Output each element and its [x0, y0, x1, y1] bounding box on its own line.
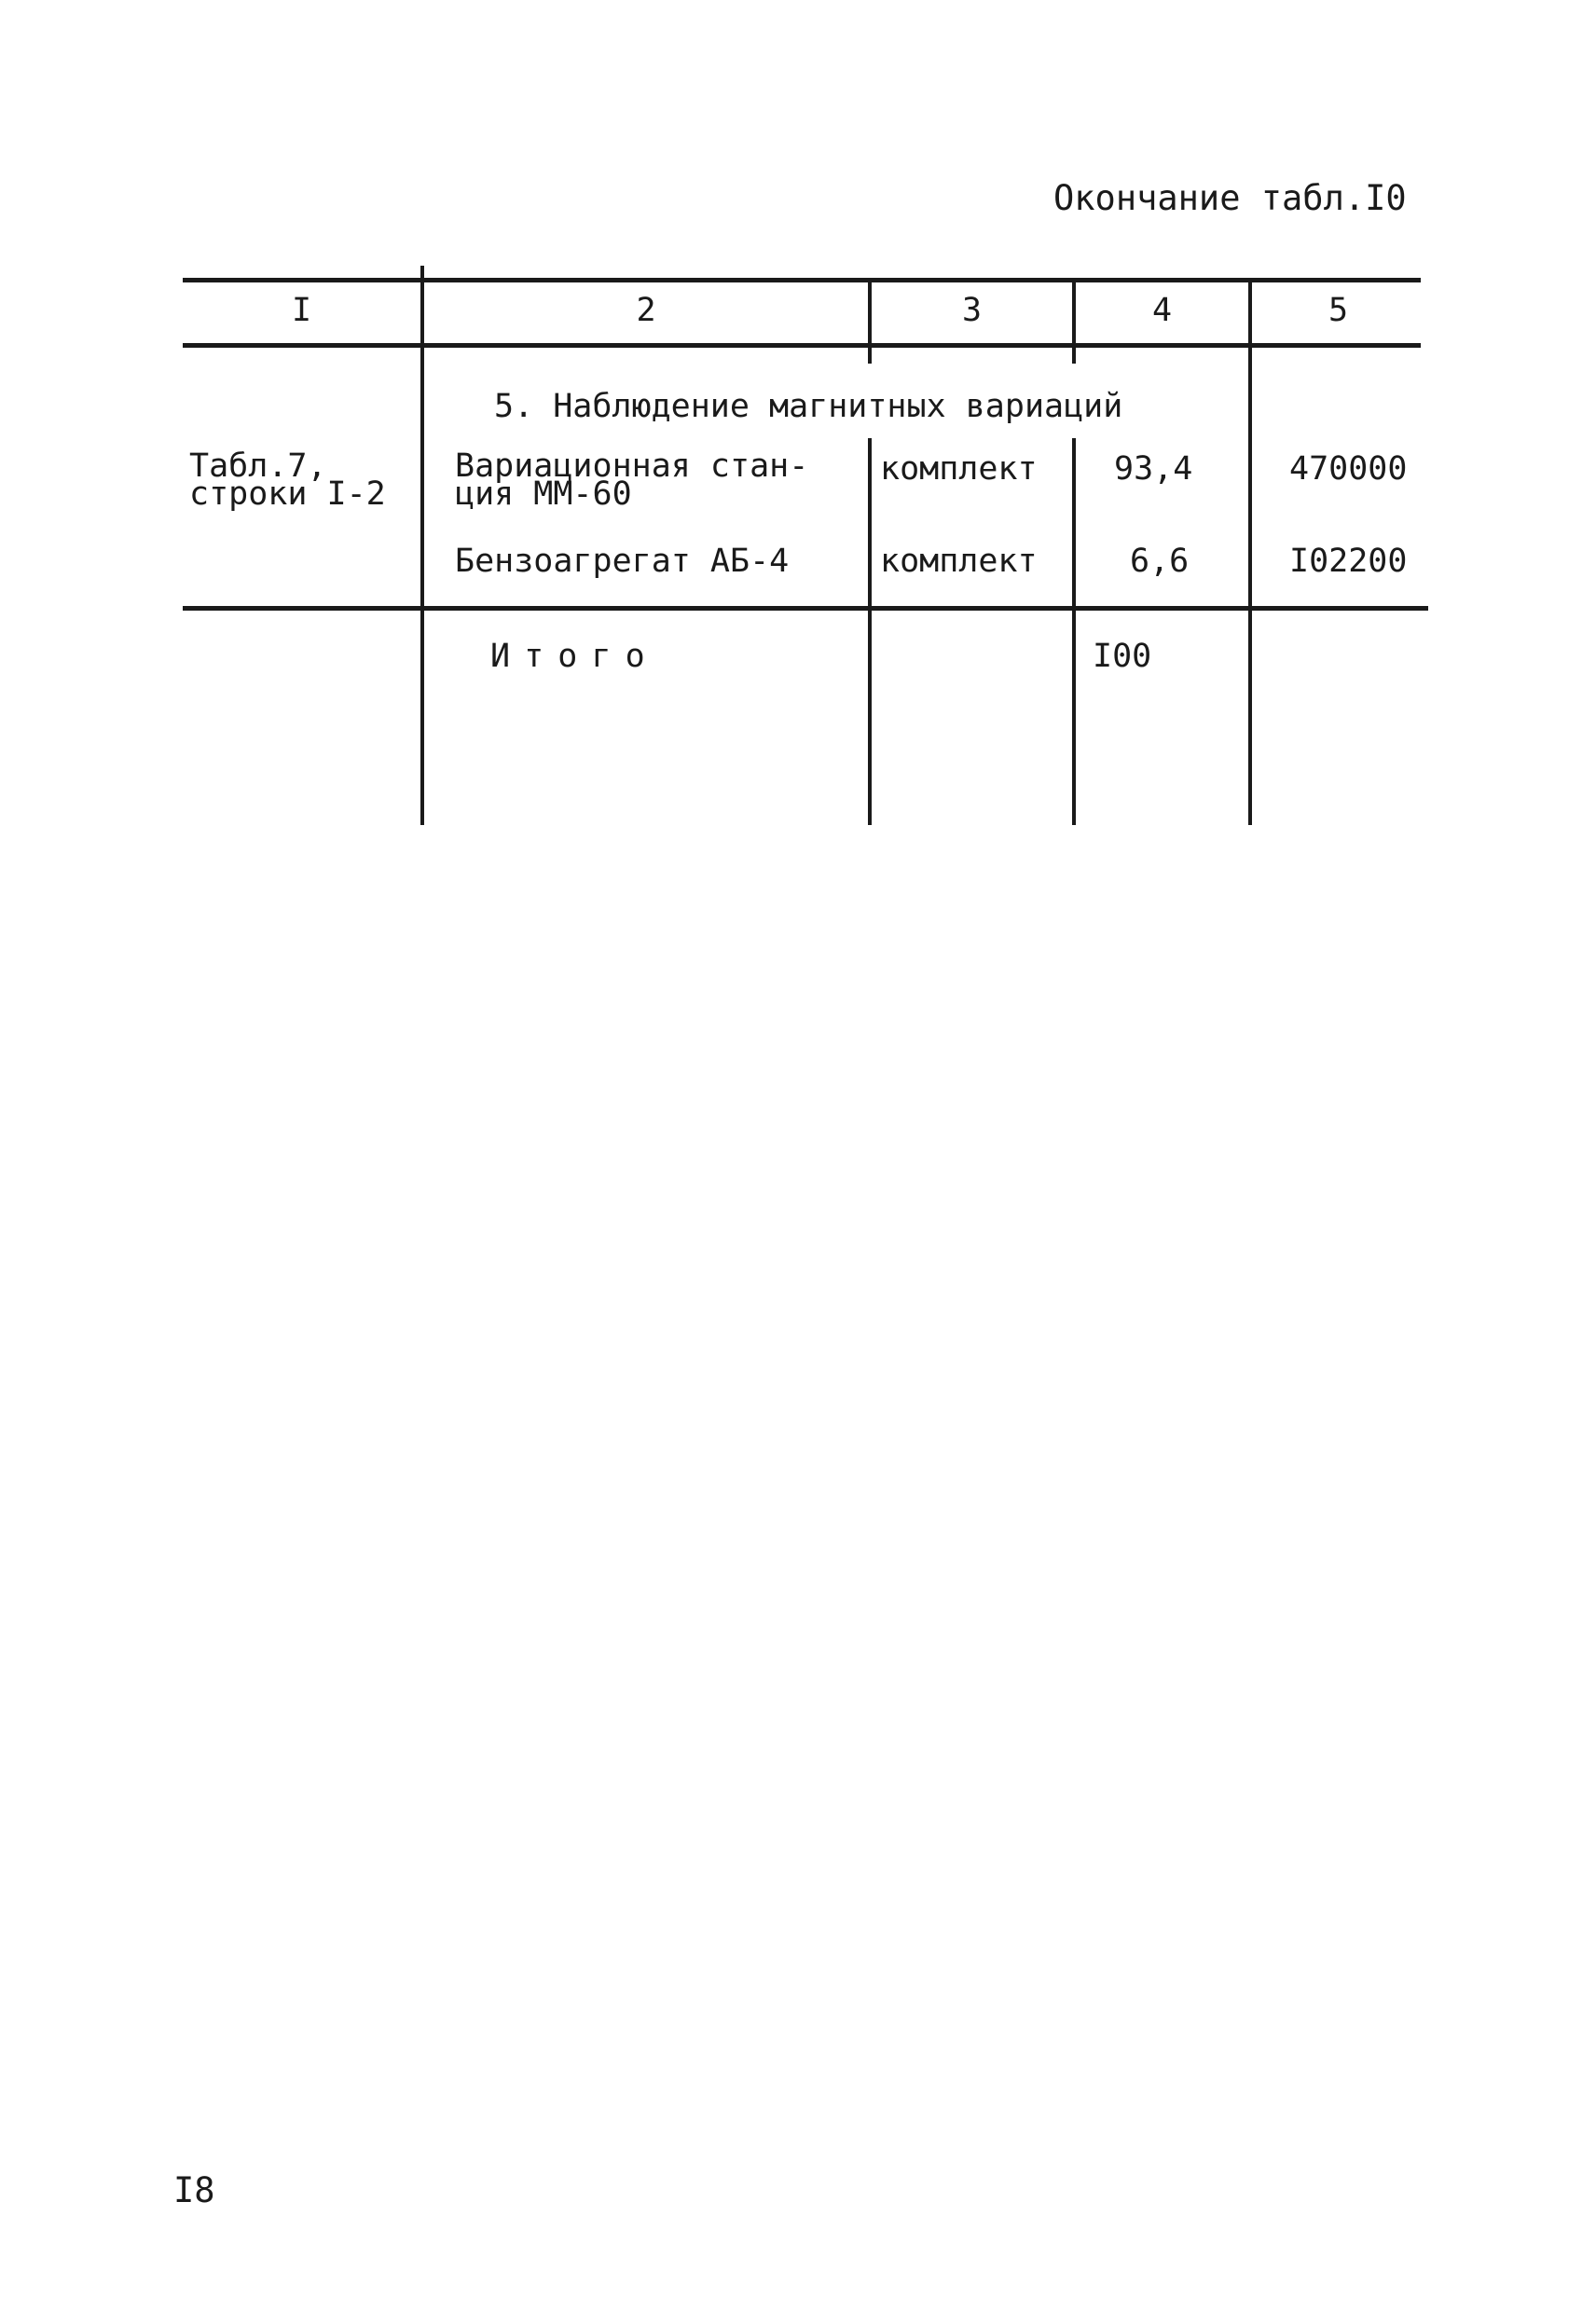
row-share: 93,4: [1114, 450, 1193, 488]
table-caption: Окончание табл.I0: [1053, 178, 1407, 218]
column-divider-4: [1248, 278, 1252, 825]
column-divider-2-total: [868, 606, 872, 825]
header-cell-4: 4: [1151, 292, 1173, 329]
section-title: 5. Наблюдение магнитных вариаций: [494, 388, 1123, 425]
column-divider-3-body: [1072, 438, 1076, 825]
header-cell-2: 2: [636, 292, 656, 329]
row-value: I02200: [1289, 543, 1408, 580]
row-unit: комплект: [880, 543, 1038, 580]
row-name-line: ция ММ-60: [455, 475, 632, 513]
row-value: 470000: [1289, 450, 1408, 488]
column-divider-2-body: [868, 438, 872, 606]
body-bottom-rule: [183, 606, 1428, 611]
page-number: I8: [173, 2170, 215, 2210]
column-divider-1: [420, 266, 424, 825]
header-bottom-rule: [183, 343, 1421, 348]
total-share: I00: [1093, 638, 1152, 675]
row-share: 6,6: [1130, 543, 1190, 580]
header-cell-3: 3: [961, 292, 983, 329]
header-cell-5: 5: [1328, 292, 1349, 329]
row-unit: комплект: [880, 450, 1038, 488]
row-name-line: Вариационная стан-: [455, 447, 809, 485]
reference-line-1: Табл.7,: [189, 447, 327, 485]
table-top-rule: [183, 278, 1421, 282]
header-cell-1: I: [291, 292, 312, 329]
reference-line-2: строки I-2: [189, 475, 386, 513]
row-name-line: Бензоагрегат АБ-4: [455, 543, 790, 580]
total-label: И т о г о: [490, 638, 645, 675]
